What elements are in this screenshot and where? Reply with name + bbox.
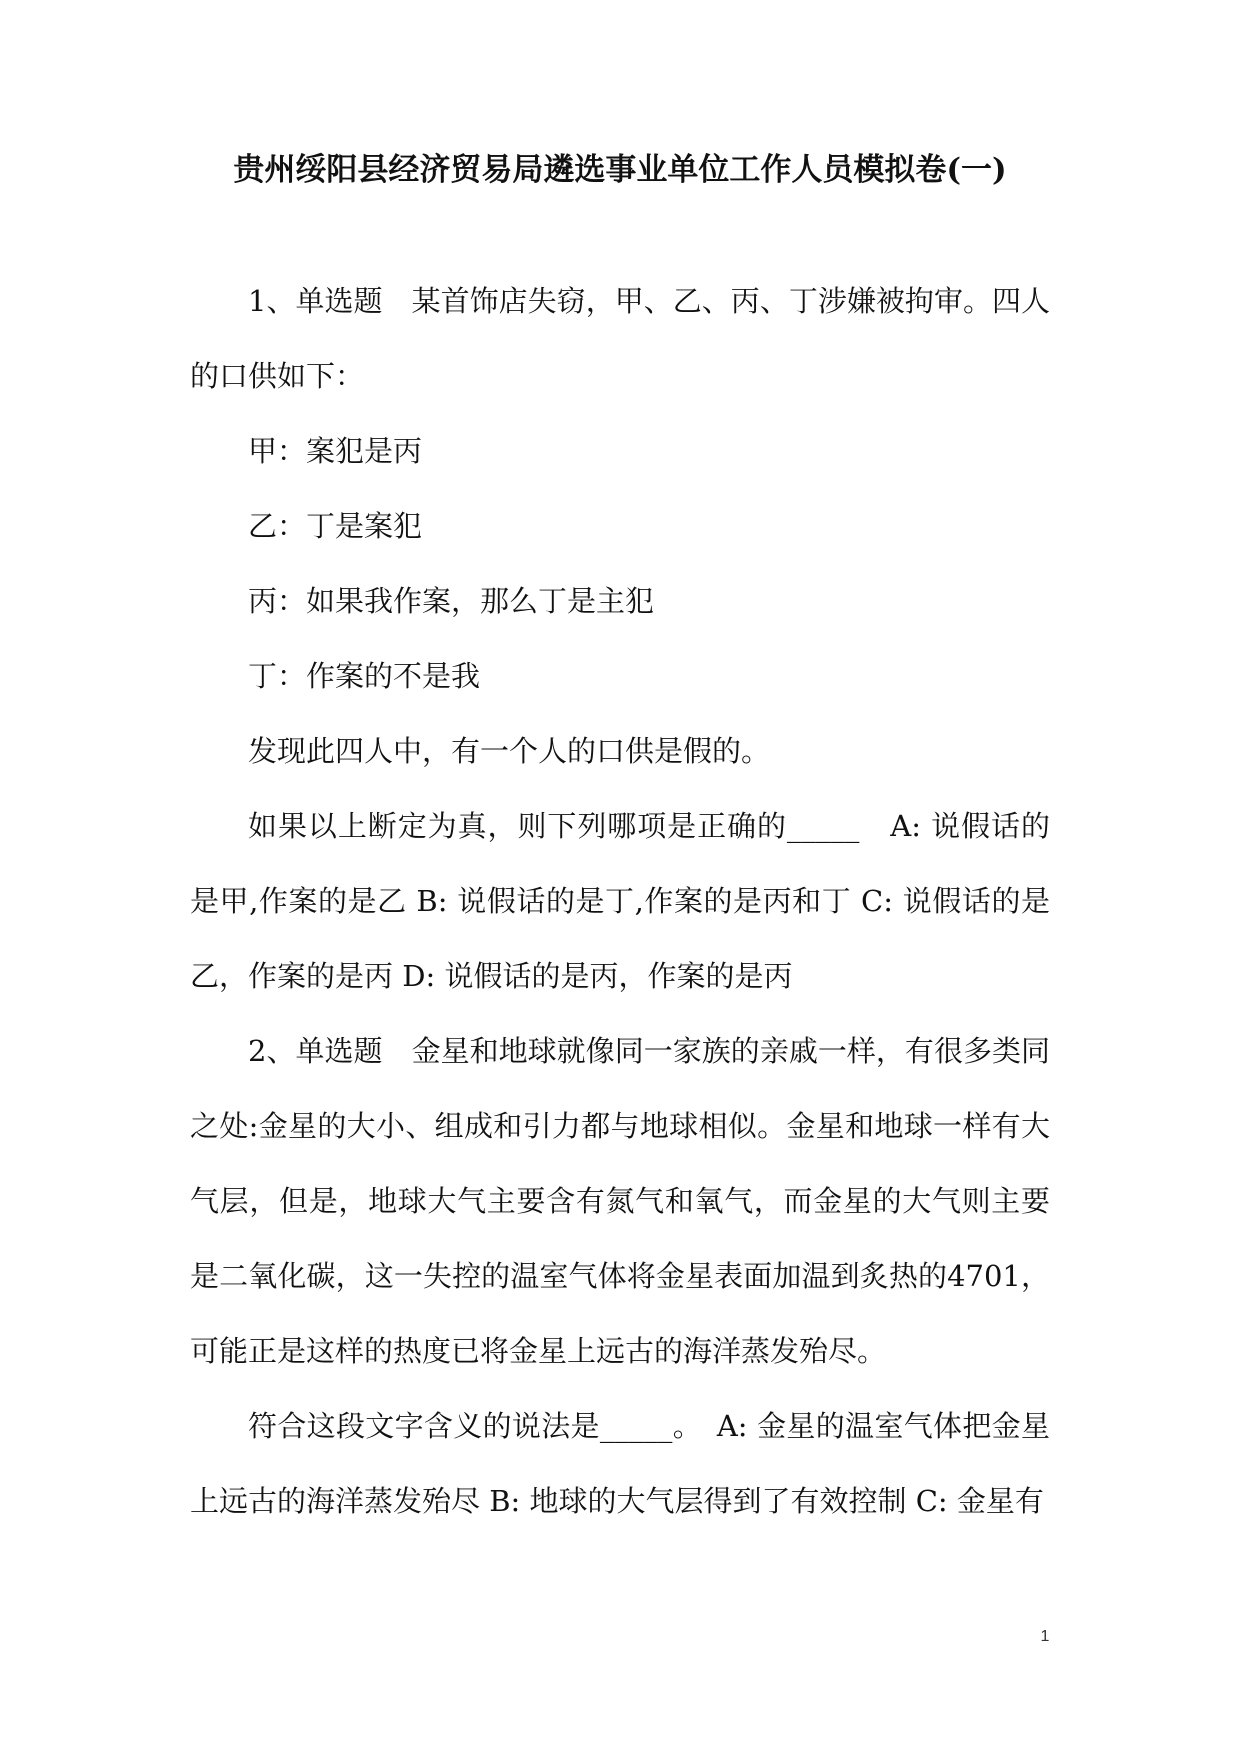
document-body [190,264,1050,1539]
question-1-options: 如果以上断定为真，则下列哪项是正确的_____ A: 说假话的是甲,作案的是乙 B: 说假话的是丁,作案的是丙和丁 C: 说假话的是乙，作案的是丙 D: 说假话的是丙，作案的是丙 [190,809,1050,993]
question-1-condition: 发现此四人中，有一个人的口供是假的。 [248,734,771,768]
page-number: 1 [1040,1628,1050,1645]
question-1-stem: 1、单选题 某首饰店失窃，甲、乙、丙、丁涉嫌被拘审。四人的口供如下： [190,284,1050,393]
statement-bing: 丙：如果我作案，那么丁是主犯 [248,584,655,618]
question-2-stem: 2、单选题 金星和地球就像同一家族的亲戚一样，有很多类同之处:金星的大小、组成和引力都与地球相似。金星和地球一样有大气层，但是，地球大气主要含有氮气和氧气，而金星的大气则主要是二氧化碳，这一失控的温室气体将金星表面加温到炙热的4701，可能正是这样的热度已将金星上远古的海洋蒸发殆尽。 [190,1034,1050,1368]
statement-ding: 丁：作案的不是我 [248,659,481,693]
document-title: 贵州绥阳县经济贸易局遴选事业单位工作人员模拟卷(一) [233,152,1007,188]
statement-yi: 乙：丁是案犯 [248,509,423,543]
question-2-options: 符合这段文字含义的说法是_____。 A: 金星的温室气体把金星上远古的海洋蒸发殆尽 B: 地球的大气层得到了有效控制 C: 金星有 [190,1409,1050,1518]
statement-jia: 甲：案犯是丙 [248,434,423,468]
